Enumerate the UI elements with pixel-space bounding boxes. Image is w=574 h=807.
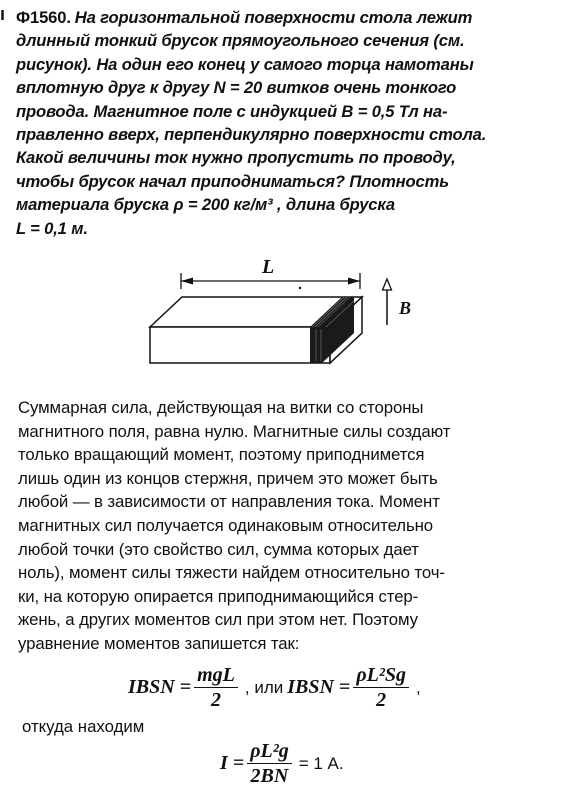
solution-line: Суммарная сила, действующая на витки со стороны: [18, 398, 424, 417]
field-label: B: [399, 298, 412, 318]
problem-text: На горизонтальной поверхности стола лежит: [74, 8, 473, 27]
solution-text: [18, 396, 563, 656]
equation-lhs: IBSN =: [287, 676, 351, 698]
problem-line: длинный тонкий брусок прямоугольного сечения (см.: [16, 31, 465, 51]
solution-line: магнитного поля, равна нулю. Магнитные силы создают: [18, 421, 451, 441]
dimension-arrow-left: [181, 278, 193, 285]
result-value: = 1 А.: [298, 753, 344, 773]
bar-front-face: [150, 327, 330, 363]
margin-bar: ı: [0, 4, 6, 24]
solution-line: любой — в зависимости от направления тока. Момент: [18, 492, 440, 512]
solution-line: ноль), момент силы тяжести найдем относительно точ-: [18, 563, 445, 583]
solution-line: жень, а других моментов сил при этом нет. Поэтому: [18, 610, 418, 630]
solution-line: магнитных сил получается одинаковым относительно: [18, 515, 434, 535]
problem-line: [16, 6, 561, 29]
numerator: mgL: [194, 664, 238, 688]
solution-line: лишь один из концов стержня, причем это может быть: [18, 468, 438, 488]
denominator: 2: [376, 689, 387, 711]
equation-end: ,: [415, 677, 421, 697]
denominator: 2BN: [250, 765, 289, 787]
fraction-1: [194, 664, 238, 711]
found-text: откуда находим: [22, 717, 145, 736]
equation-lhs: I =: [220, 752, 245, 774]
problem-statement: [16, 6, 561, 240]
problem-line: чтобы брусок начал приподниматься? Плотность: [16, 171, 449, 191]
problem-line: L = 0,1 м.: [16, 218, 88, 238]
problem-line: вплотную друг к другу N = 20 витков очень тонкого: [16, 78, 457, 98]
field-arrow-head: [383, 279, 392, 290]
bar-figure: [140, 255, 430, 370]
equation-connector: , или: [244, 677, 284, 697]
problem-line: провода. Магнитное поле с индукцией B = 0,5 Тл на-: [16, 101, 448, 121]
fraction-2: [353, 664, 409, 711]
denominator: 2: [210, 689, 221, 711]
problem-line: материала бруска ρ = 200 кг/м³ , длина бруска: [16, 195, 395, 215]
numerator: ρL²Sg: [353, 664, 409, 688]
solution-line: уравнение моментов запишется так:: [18, 633, 300, 653]
problem-line: рисунок). На один его конец у самого торца намотаны: [16, 54, 474, 74]
dot-mark: [299, 287, 301, 289]
solution-line: ки, на которую опирается приподнимающийся стер-: [18, 586, 419, 606]
fraction-result: [247, 740, 292, 787]
solution-line: любой точки (это свойство сил, сумма которых дает: [18, 539, 419, 559]
problem-line: Какой величины ток нужно пропустить по проводу,: [16, 148, 456, 168]
numerator: ρL²g: [247, 740, 292, 764]
problem-line: правленно вверх, перпендикулярно поверхности стола.: [16, 125, 487, 145]
moment-equation: [128, 664, 425, 711]
problem-number: Ф1560.: [16, 8, 71, 27]
equation-lhs: IBSN =: [128, 676, 192, 698]
dimension-arrow-right: [348, 278, 360, 285]
solution-line: только вращающий момент, поэтому приподнимется: [18, 445, 425, 465]
length-label: L: [262, 256, 275, 278]
result-equation: [220, 740, 348, 787]
